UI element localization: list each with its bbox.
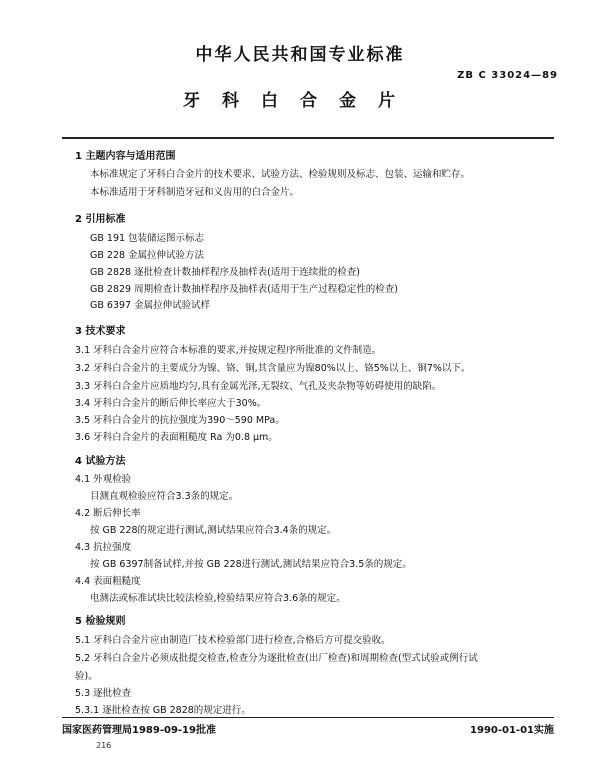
- issuing-org: 中华人民共和国专业标准: [195, 45, 405, 65]
- section-4-line-5: 4.3 抗拉强度: [75, 542, 132, 553]
- section-heading-2: 2 引用标准: [75, 214, 126, 225]
- section-2-line-3: GB 2828 逐批检查计数抽样程序及抽样表(适用于连续批的检查): [90, 267, 361, 278]
- section-heading-3: 3 技术要求: [75, 326, 126, 337]
- section-2-line-5: GB 6397 金属拉伸试验试样: [90, 300, 211, 311]
- section-3-line-3: 3.3 牙科白合金片应质地均匀,具有金属光泽,无裂纹、气孔及夹杂物等妨碍使用的缺陷。: [75, 381, 442, 392]
- page-number: 216: [96, 741, 112, 750]
- section-4-line-6: 按 GB 6397制备试样,并按 GB 228进行测试,测试结果应符合3.5条的规定。: [90, 559, 412, 570]
- section-5-line-5: 5.3.1 逐批检查按 GB 2828的规定进行。: [75, 705, 251, 716]
- approval-date: 国家医药管理局1989-09-19批准: [62, 725, 216, 736]
- document-title: 牙科白合金片: [183, 91, 417, 111]
- section-heading-1: 1 主题内容与适用范围: [75, 151, 176, 162]
- section-4-line-1: 4.1 外观检验: [75, 474, 132, 485]
- section-1-line-2: 本标准适用于牙科制造牙冠和义齿用的白合金片。: [90, 187, 300, 198]
- standard-number: ZB C 33024—89: [457, 70, 558, 81]
- section-5-line-2: 5.2 牙科白合金片必须成批提交检查,检查分为逐批检查(出厂检查)和周期检查(型式试验或例行试: [75, 653, 478, 664]
- section-4-line-3: 4.2 断后伸长率: [75, 508, 141, 519]
- section-3-line-5: 3.5 牙科白合金片的抗拉强度为390～590 MPa。: [75, 415, 285, 426]
- section-5-line-3: 验)。: [75, 671, 98, 682]
- section-1-line-1: 本标准规定了牙科白合金片的技术要求、试验方法、检验规则及标志、包装、运输和贮存。: [90, 169, 471, 180]
- section-4-line-7: 4.4 表面粗糙度: [75, 576, 141, 587]
- section-2-line-2: GB 228 金属拉伸试验方法: [90, 250, 205, 261]
- section-3-line-2: 3.2 牙科白合金片的主要成分为镍、铬、铜,其含量应为镍80%以上、铬5%以上、铜7%以下。: [75, 363, 471, 374]
- section-4-line-8: 电测法或标准试块比较法检验,检验结果应符合3.6条的规定。: [90, 593, 346, 604]
- implementation-date: 1990-01-01实施: [470, 725, 554, 736]
- section-4-line-4: 按 GB 228的规定进行测试,测试结果应符合3.4条的规定。: [90, 525, 337, 536]
- section-3-line-4: 3.4 牙科白合金片的断后伸长率应大于30%。: [75, 398, 267, 409]
- section-2-line-4: GB 2829 周期检查计数抽样程序及抽样表(适用于生产过程稳定性的检查): [90, 284, 399, 295]
- section-heading-5: 5 检验规则: [75, 616, 126, 627]
- section-4-line-2: 目测直观检验应符合3.3条的规定。: [90, 491, 239, 502]
- footer-rule: [62, 717, 554, 718]
- header-rule: [62, 137, 554, 139]
- section-3-line-1: 3.1 牙科白合金片应符合本标准的要求,并按规定程序所批准的文件制造。: [75, 345, 382, 356]
- section-3-line-6: 3.6 牙科白合金片的表面粗糙度 Ra 为0.8 μm。: [75, 432, 278, 443]
- section-2-line-1: GB 191 包装储运图示标志: [90, 233, 205, 244]
- section-5-line-1: 5.1 牙科白合金片应由制造厂技术检验部门进行检查,合格后方可提交验收。: [75, 635, 391, 646]
- section-5-line-4: 5.3 逐批检查: [75, 688, 132, 699]
- section-heading-4: 4 试验方法: [75, 456, 126, 467]
